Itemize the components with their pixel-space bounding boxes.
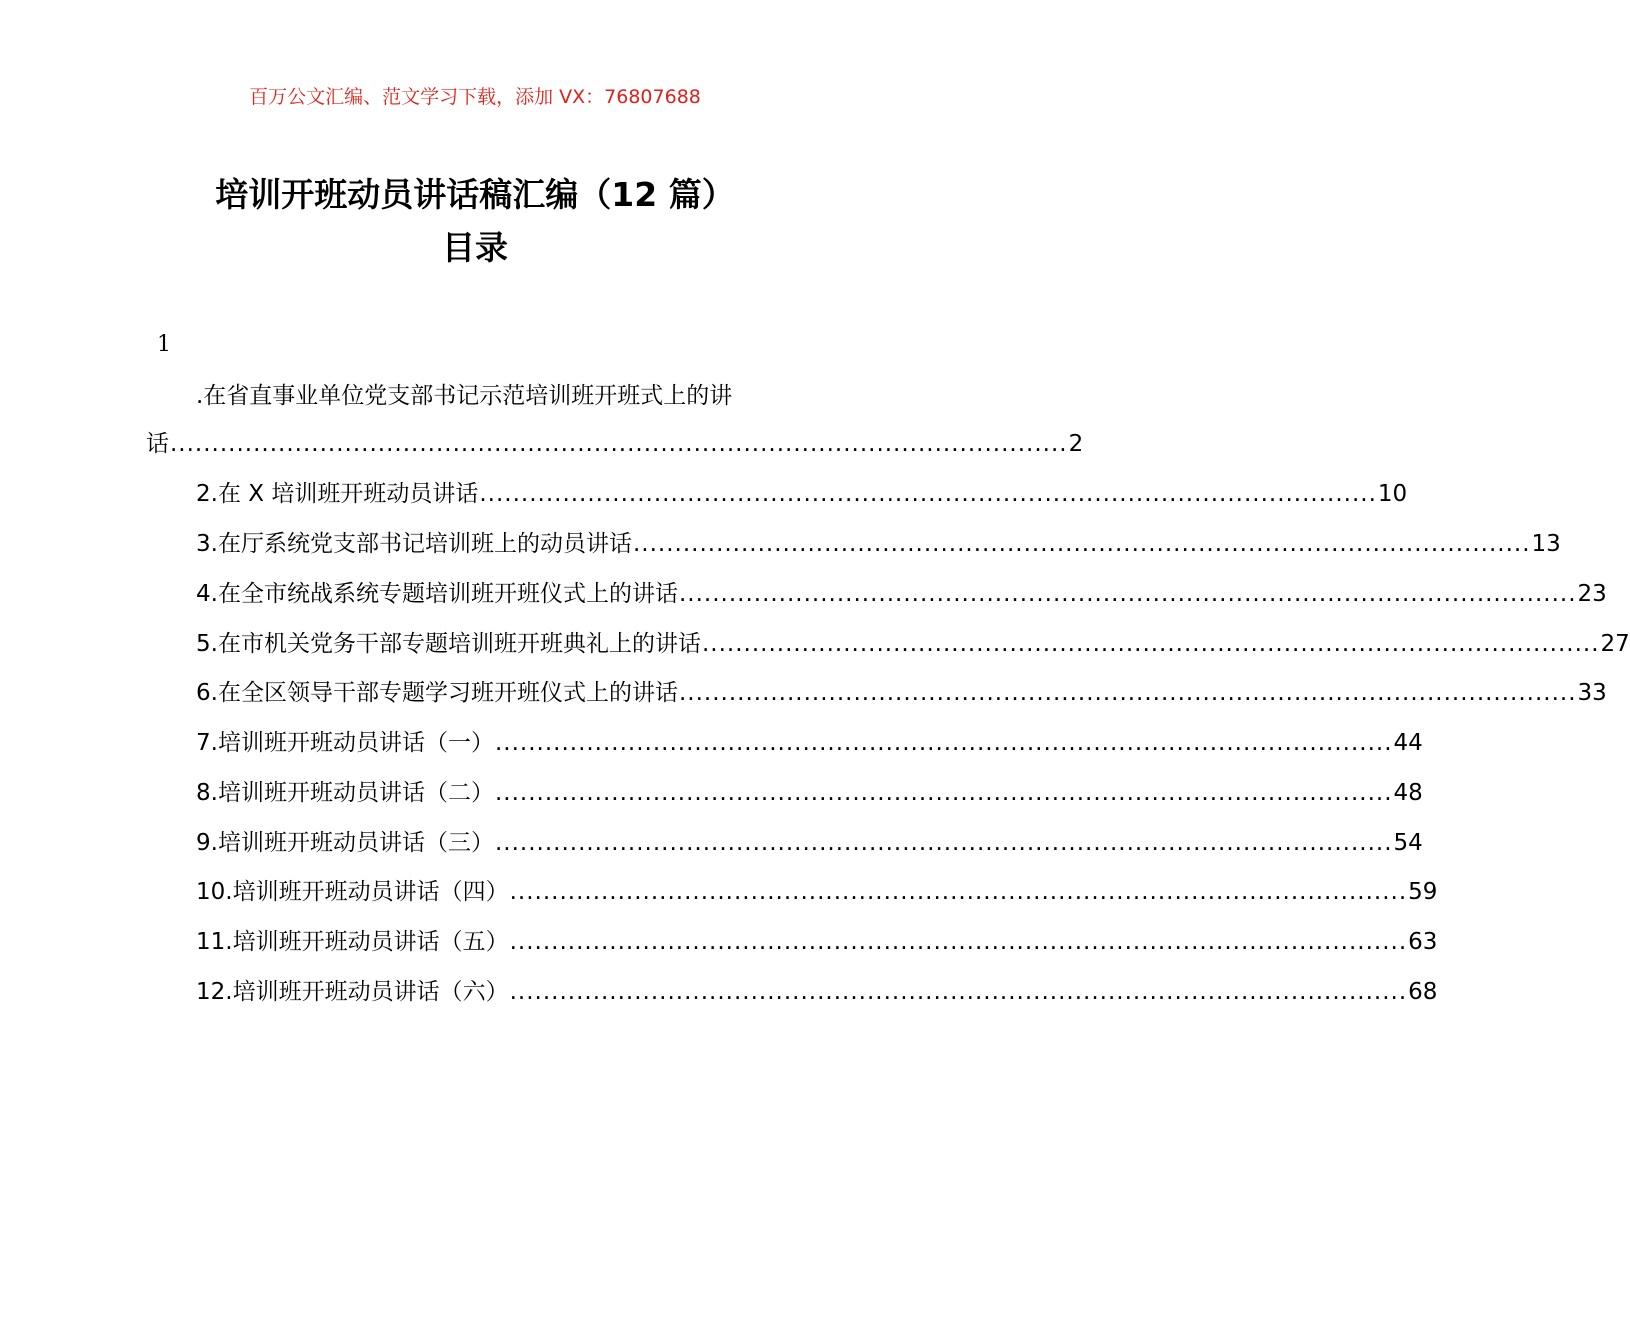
toc-entry-title: 话 [146,431,169,457]
document-title: 培训开班动员讲话稿汇编（12 篇） [215,175,735,214]
toc-leader-dots: ............................................................................................................ [632,531,1531,557]
toc-entry[interactable] [196,526,1561,562]
toc-entry-1-first-line: .在省直事业单位党支部书记示范培训班开班式上的讲 [196,383,733,409]
toc-entry-page: 48 [1393,780,1423,806]
toc-leader-dots: ............................................................................................................ [170,431,1068,457]
toc-leader-dots: ............................................................................................................ [678,680,1577,706]
toc-heading: 目录 [442,228,508,267]
toc-entry-page: 68 [1408,979,1438,1005]
list-number-marker: 1 [157,332,171,357]
toc-leader-dots: ............................................................................................................ [509,979,1408,1005]
toc-entry[interactable] [196,874,1438,910]
toc-entry-title: 10.培训班开班动员讲话（四） [196,879,509,905]
toc-leader-dots: ............................................................................................................ [509,929,1408,955]
toc-entry-title: 6.在全区领导干部专题学习班开班仪式上的讲话 [196,680,678,706]
toc-entry-page: 59 [1408,879,1438,905]
toc-entry-page: 27 [1600,631,1630,657]
toc-entry-title: 8.培训班开班动员讲话（二） [196,780,494,806]
toc-entry-page: 10 [1377,481,1408,507]
toc-leader-dots: ............................................................................................................ [479,481,1377,507]
toc-leader-dots: ............................................................................................................ [678,581,1577,607]
header-note: 百万公文汇编、范文学习下载，添加 VX：76807688 [249,86,701,108]
toc-leader-dots: ............................................................................................................ [494,730,1393,756]
toc-entry-title: 4.在全市统战系统专题培训班开班仪式上的讲话 [196,581,678,607]
toc-entry-page: 13 [1531,531,1561,557]
toc-leader-dots: ............................................................................................................ [494,830,1393,856]
toc-entry-page: 23 [1577,581,1607,607]
toc-entry[interactable] [196,675,1607,711]
toc-entry-title: 3.在厅系统党支部书记培训班上的动员讲话 [196,531,632,557]
toc-entry[interactable] [196,924,1438,960]
toc-entry-page: 54 [1393,830,1423,856]
toc-entry[interactable] [196,626,1630,662]
toc-entry-title: 9.培训班开班动员讲话（三） [196,830,494,856]
toc-entry[interactable] [196,576,1607,612]
toc-entry[interactable] [196,825,1423,861]
toc-leader-dots: ............................................................................................................ [701,631,1600,657]
toc-leader-dots: ............................................................................................................ [509,879,1408,905]
toc-leader-dots: ............................................................................................................ [494,780,1393,806]
toc-entry[interactable] [196,775,1423,811]
toc-entry-title: 5.在市机关党务干部专题培训班开班典礼上的讲话 [196,631,701,657]
toc-entry-page: 2 [1068,431,1084,457]
toc-entry-title: 12.培训班开班动员讲话（六） [196,979,509,1005]
toc-entry-title: 2.在 X 培训班开班动员讲话 [196,481,479,507]
toc-entry[interactable] [196,476,1408,512]
toc-entry[interactable] [196,725,1423,761]
toc-entry-page: 63 [1408,929,1438,955]
toc-entry-page: 33 [1577,680,1607,706]
toc-entry[interactable] [196,974,1438,1010]
toc-entry-title: 11.培训班开班动员讲话（五） [196,929,509,955]
toc-entry-title: 7.培训班开班动员讲话（一） [196,730,494,756]
toc-entry[interactable] [146,426,1084,462]
toc-entry-page: 44 [1393,730,1423,756]
